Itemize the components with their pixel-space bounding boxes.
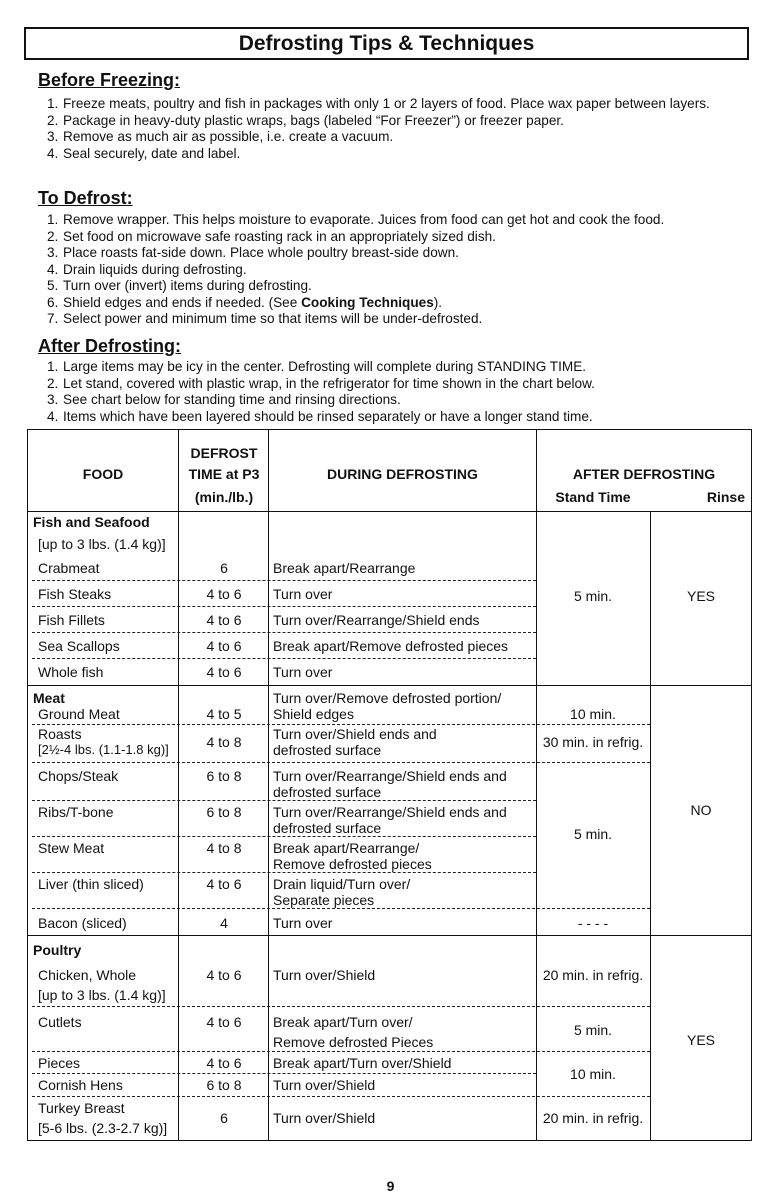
section-divider — [28, 935, 751, 936]
table-row-food: Cornish Hens — [38, 1077, 123, 1093]
header-during: DURING DEFROSTING — [327, 466, 478, 482]
table-row-food-detail: [5-6 lbs. (2.3-2.7 kg)] — [38, 1120, 168, 1136]
list-item: 6. Shield edges and ends if needed. (See Cooking Techniques). — [47, 294, 443, 310]
page-number: 9 — [386, 1178, 395, 1194]
col-divider — [268, 430, 269, 1140]
after-defrosting-list — [37, 359, 757, 425]
table-row-time: 4 to 6 — [206, 664, 242, 680]
table-row-food: Fish Steaks — [38, 586, 112, 602]
fish-section-title: Fish and Seafood — [33, 514, 150, 530]
table-row-time: 6 — [220, 1110, 228, 1126]
table-row-time: 4 to 6 — [206, 876, 242, 892]
list-item: 4. Seal securely, date and label. — [47, 145, 241, 161]
row-divider — [32, 1051, 650, 1052]
table-row-time: 4 to 8 — [206, 840, 242, 856]
table-row-food: Crabmeat — [38, 560, 100, 576]
table-row-during: Break apart/Remove defrosted pieces — [273, 638, 509, 654]
list-item: 1. Freeze meats, poultry and fish in packages with only 1 or 2 layers of food. Place wax paper between layers. — [47, 96, 710, 111]
table-row-during: Turn over/Shield — [273, 1077, 376, 1093]
list-item: 1. Remove wrapper. This helps moisture to evaporate. Juices from food can get hot and cook the food. — [47, 212, 665, 227]
row-divider — [32, 632, 536, 633]
table-row-food-detail: [up to 3 lbs. (1.4 kg)] — [38, 987, 166, 1003]
table-row-during: Turn over/Shield ends and — [273, 726, 437, 742]
cooking-techniques-ref: Cooking Techniques — [301, 294, 434, 310]
to-defrost-heading: To Defrost: — [38, 188, 133, 208]
fish-rinse: YES — [686, 588, 715, 604]
table-row-food: Cutlets — [38, 1014, 82, 1030]
table-row-time: 4 — [220, 915, 228, 931]
table-row-time: 6 to 8 — [206, 768, 242, 784]
table-row-food: Stew Meat — [38, 840, 105, 856]
table-row-time: 4 to 6 — [206, 1014, 242, 1030]
table-row-time: 6 — [220, 560, 228, 576]
fish-section-subtitle: [up to 3 lbs. (1.4 kg)] — [38, 536, 166, 552]
to-defrost-list — [37, 212, 762, 328]
table-row-food: Chicken, Whole — [38, 967, 137, 983]
after-defrosting-heading: After Defrosting: — [38, 336, 181, 356]
table-row-during: Separate pieces — [273, 892, 375, 908]
poultry-rinse: YES — [686, 1032, 715, 1048]
row-divider — [32, 908, 650, 909]
header-food: FOOD — [82, 466, 124, 482]
table-row-food: Turkey Breast — [38, 1100, 125, 1116]
table-row-during: defrosted surface — [273, 742, 382, 758]
table-row-during: Turn over/Remove defrosted portion/ — [273, 690, 502, 706]
row-divider — [32, 762, 650, 763]
row-divider — [32, 1006, 650, 1007]
table-row-during: Turn over — [273, 664, 333, 680]
poultry-section-title: Poultry — [33, 942, 82, 958]
before-freezing-list — [37, 96, 757, 162]
section-divider — [28, 685, 751, 686]
table-row-during: Remove defrosted Pieces — [273, 1034, 434, 1050]
list-item: 3. Place roasts fat-side down. Place whole poultry breast-side down. — [47, 245, 459, 260]
table-row-during: Turn over/Shield — [273, 967, 376, 983]
meat-section-title: Meat — [33, 690, 65, 706]
table-row-time: 4 to 6 — [206, 1055, 242, 1071]
header-defrost-1: DEFROST — [190, 445, 258, 461]
table-row-stand: 30 min. in refrig. — [542, 734, 644, 750]
list-item: 4. Items which have been layered should be rinsed separately or have a longer stand time. — [47, 408, 593, 424]
meat-stand-time: 5 min. — [573, 826, 613, 842]
table-row-food: Pieces — [38, 1055, 81, 1071]
table-row-food-detail: [2½-4 lbs. (1.1-1.8 kg)] — [38, 742, 169, 757]
list-item: 7. Select power and minimum time so that items will be under-defrosted. — [47, 311, 483, 326]
header-defrost-3: (min./lb.) — [194, 489, 254, 505]
table-row-during: Shield edges — [273, 706, 354, 722]
table-row-during: Break apart/Turn over/ — [273, 1014, 413, 1030]
list-item: 1. Large items may be icy in the center. Defrosting will complete during STANDING TIME. — [47, 359, 587, 374]
row-divider — [32, 724, 650, 725]
defrost-chart — [27, 429, 752, 1141]
table-row-food: Fish Fillets — [38, 612, 105, 628]
fish-stand-time: 5 min. — [573, 588, 613, 604]
table-row-food: Bacon (sliced) — [38, 915, 127, 931]
list-item: 2. Let stand, covered with plastic wrap, in the refrigerator for time shown in the chart below. — [47, 375, 595, 391]
table-row-time: 4 to 5 — [206, 706, 242, 722]
row-divider — [32, 658, 536, 659]
table-row-food: Whole fish — [38, 664, 104, 680]
table-row-stand: 20 min. in refrig. — [542, 967, 644, 983]
table-row-during: Turn over/Rearrange/Shield ends and — [273, 768, 507, 784]
row-divider — [32, 1073, 536, 1074]
row-divider — [32, 580, 536, 581]
table-row-food: Chops/Steak — [38, 768, 119, 784]
table-row-time: 4 to 6 — [206, 967, 242, 983]
table-row-time: 4 to 8 — [206, 734, 242, 750]
header-defrost-2: TIME at P3 — [188, 466, 260, 482]
meat-rinse: NO — [690, 802, 712, 818]
row-divider — [32, 606, 536, 607]
table-row-food: Sea Scallops — [38, 638, 120, 654]
table-row-time: 4 to 6 — [206, 586, 242, 602]
table-row-stand: - - - - — [577, 915, 609, 931]
table-row-during: Turn over/Rearrange/Shield ends and — [273, 804, 507, 820]
table-row-stand: 10 min. — [570, 1066, 616, 1082]
page-title: Defrosting Tips & Techniques — [24, 27, 749, 60]
table-row-food: Ribs/T-bone — [38, 804, 114, 820]
table-row-during: Turn over — [273, 915, 333, 931]
table-row-during: Turn over/Rearrange/Shield ends — [273, 612, 480, 628]
row-divider — [32, 1096, 650, 1097]
table-row-during: Drain liquid/Turn over/ — [273, 876, 411, 892]
header-stand-time: Stand Time — [555, 489, 631, 505]
table-row-during: Turn over/Shield — [273, 1110, 376, 1126]
table-row-food: Roasts — [38, 726, 82, 742]
table-row-food: Liver (thin sliced) — [38, 876, 144, 892]
header-divider — [28, 511, 751, 512]
list-item: 3. See chart below for standing time and rinsing directions. — [47, 392, 401, 407]
table-row-food: Ground Meat — [38, 706, 120, 722]
table-row-during: defrosted surface — [273, 820, 382, 836]
table-row-time: 6 to 8 — [206, 804, 242, 820]
table-row-time: 4 to 6 — [206, 612, 242, 628]
row-divider — [32, 800, 536, 801]
table-row-stand: 20 min. in refrig. — [542, 1110, 644, 1126]
list-item: 4. Drain liquids during defrosting. — [47, 261, 247, 277]
table-row-during: Break apart/Rearrange — [273, 560, 416, 576]
table-row-time: 4 to 6 — [206, 638, 242, 654]
list-item: 3. Remove as much air as possible, i.e. create a vacuum. — [47, 129, 394, 144]
row-divider — [32, 872, 536, 873]
header-rinse: Rinse — [706, 489, 745, 505]
row-divider — [32, 836, 536, 837]
table-row-stand: 5 min. — [573, 1022, 613, 1038]
table-row-during: Turn over — [273, 586, 333, 602]
table-row-stand: 10 min. — [570, 706, 616, 722]
table-row-during: Remove defrosted pieces — [273, 856, 432, 872]
table-row-time: 6 to 8 — [206, 1077, 242, 1093]
table-row-during: Break apart/Turn over/Shield — [273, 1055, 452, 1071]
table-row-during: Break apart/Rearrange/ — [273, 840, 420, 856]
list-item: 2. Set food on microwave safe roasting rack in an appropriately sized dish. — [47, 228, 496, 244]
col-divider — [178, 430, 179, 1140]
list-item: 5. Turn over (invert) items during defrosting. — [47, 278, 312, 293]
table-row-during: defrosted surface — [273, 784, 382, 800]
header-after: AFTER DEFROSTING — [572, 466, 716, 482]
list-item: 2. Package in heavy-duty plastic wraps, bags (labeled “For Freezer”) or freezer paper. — [47, 112, 564, 128]
before-freezing-heading: Before Freezing: — [38, 70, 181, 90]
